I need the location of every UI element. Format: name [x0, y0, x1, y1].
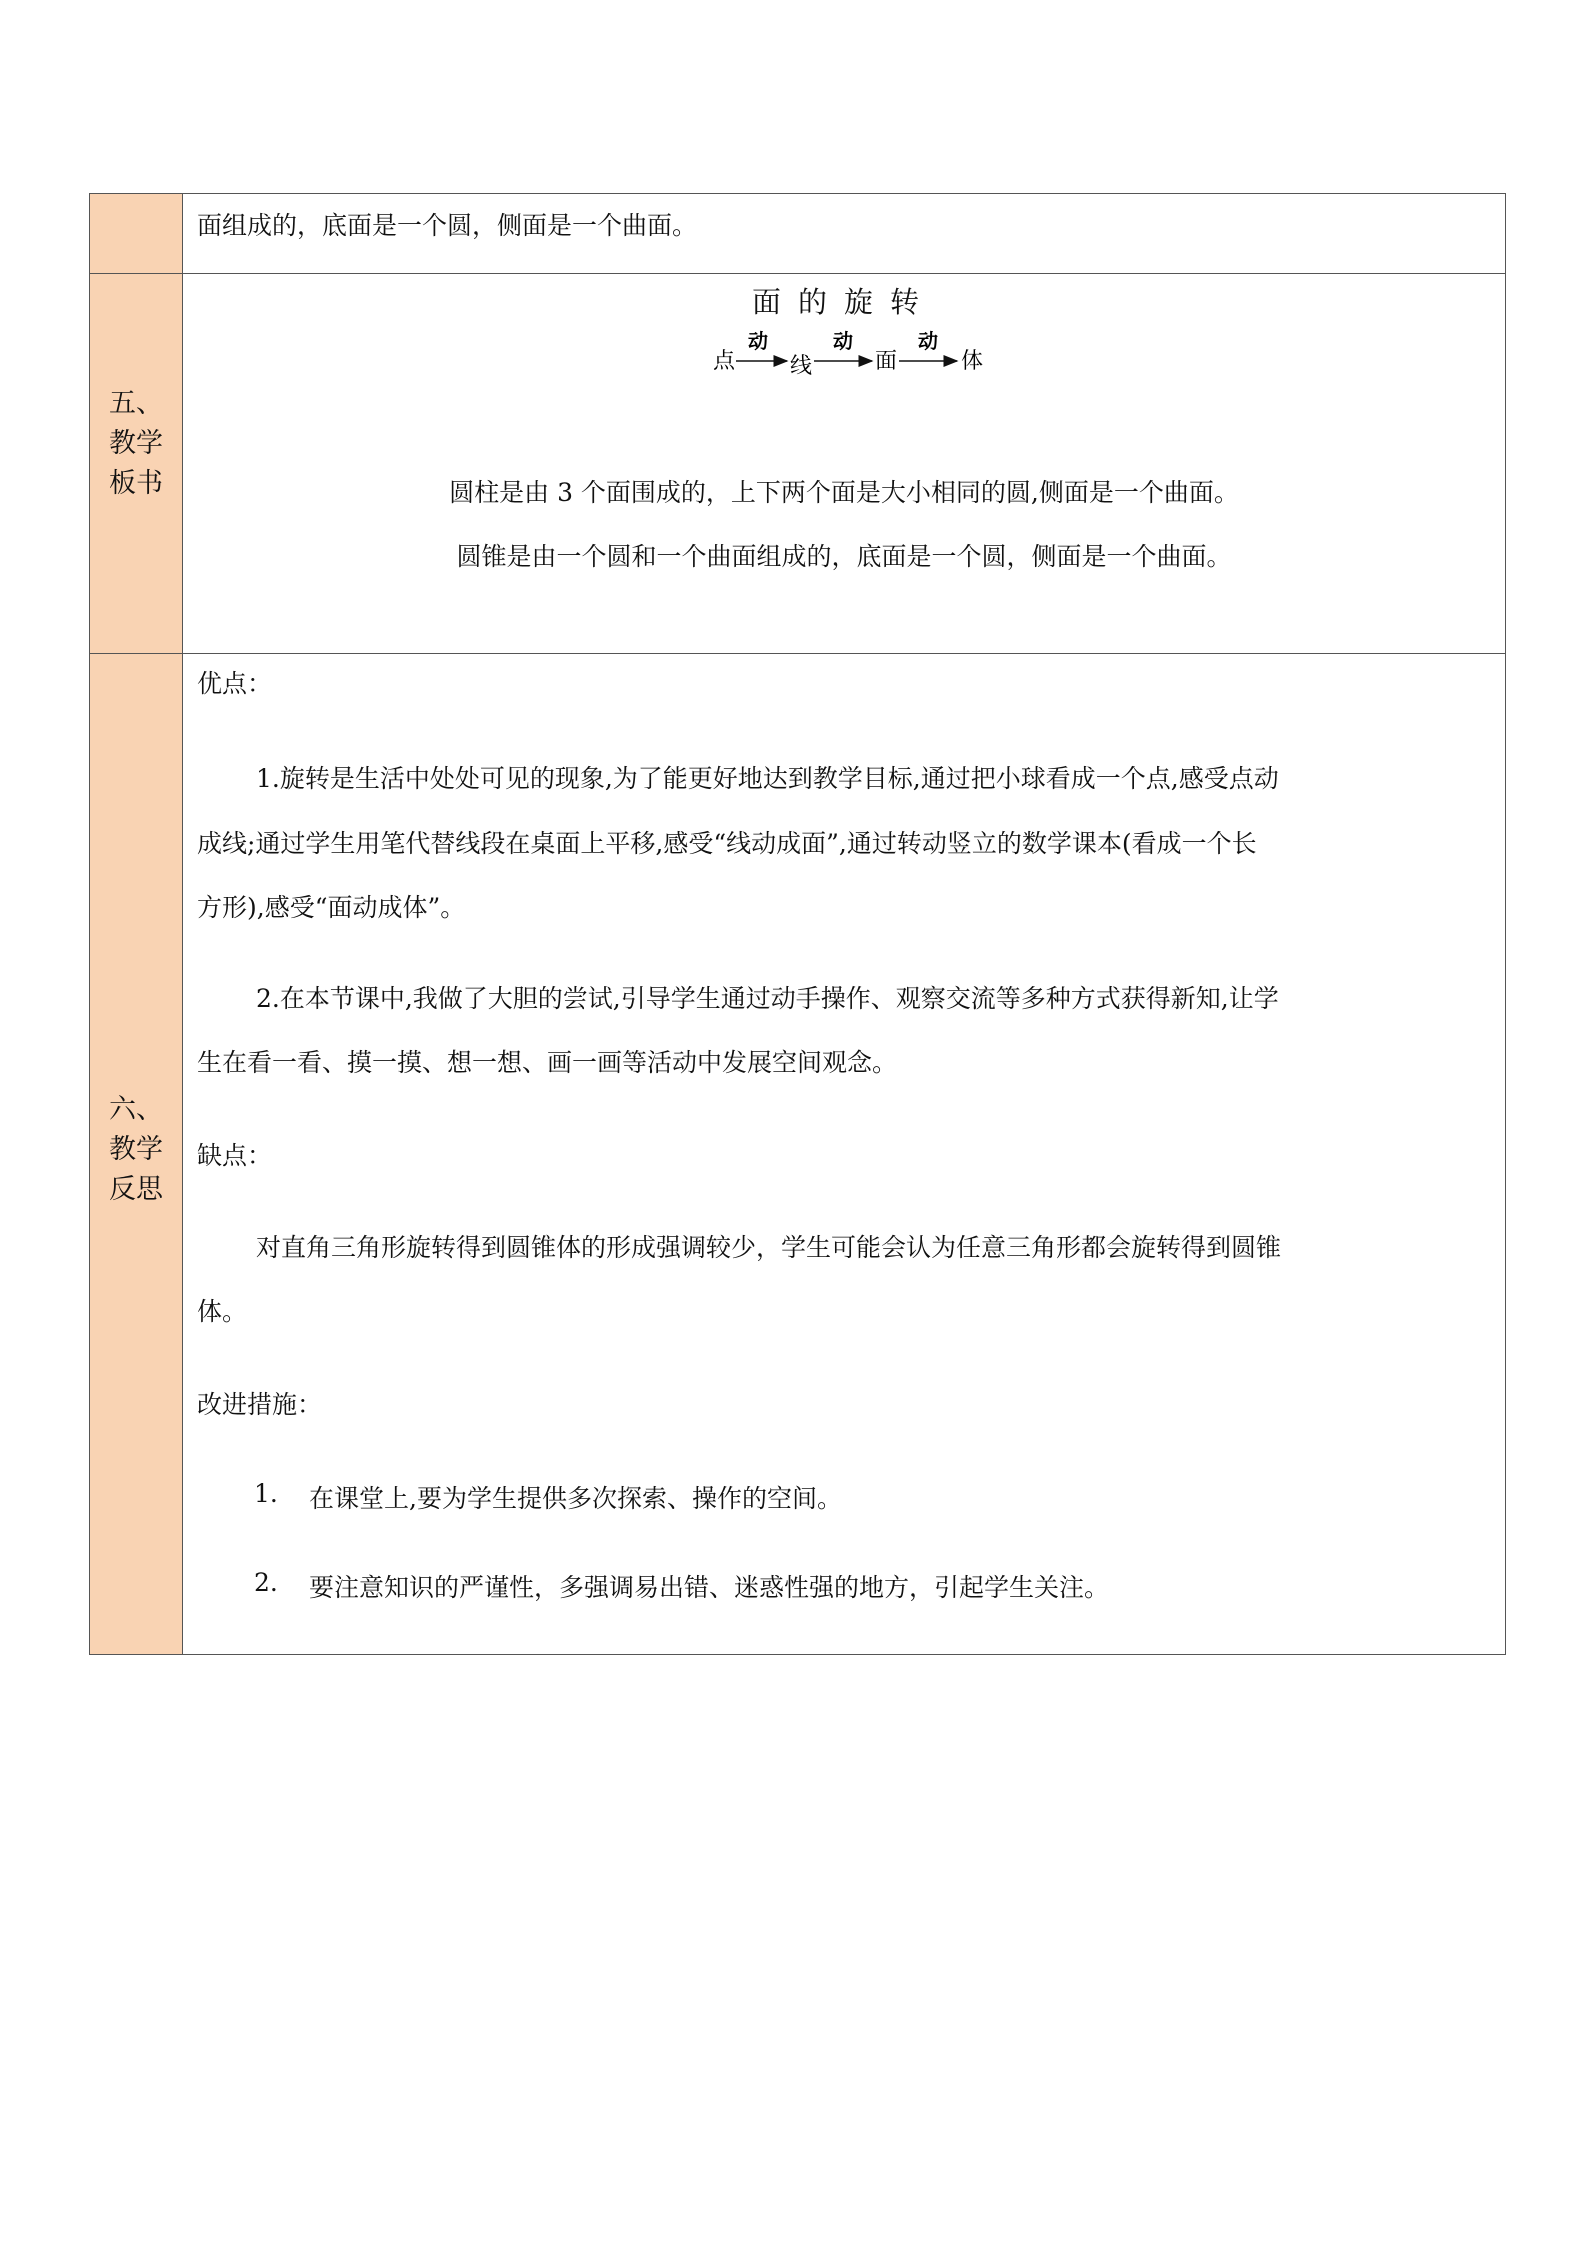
advantage-1-line-1: 1.旋转是生活中处处可见的现象,为了能更好地达到教学目标,通过把小球看成一个点,感受点动 — [256, 764, 1279, 793]
reflection-label-cell — [90, 654, 183, 1655]
advantage-1-line-2: 成线;通过学生用笔代替线段在桌面上平移,感受“线动成面”,通过转动竖立的数学课本(看成一个长 — [197, 829, 1257, 858]
board-label-cell — [90, 274, 183, 654]
reflection-content — [183, 654, 1505, 1654]
continuation-label-cell — [90, 194, 183, 274]
board-section-label — [100, 384, 172, 504]
board-content-cell — [183, 274, 1506, 654]
improvement-heading: 改进措施： — [197, 1390, 323, 1419]
improvement-1-text: 在课堂上,要为学生提供多次探索、操作的空间。 — [309, 1484, 842, 1513]
flow-diagram — [183, 328, 1505, 378]
reflection-row — [90, 654, 1506, 1655]
reflection-label-line-3: 反思 — [109, 1174, 163, 1205]
board-content — [183, 274, 1505, 653]
reflection-section-label — [100, 1090, 172, 1210]
board-line-cylinder: 圆柱是由 3 个面围成的，上下两个面是大小相同的圆,侧面是一个曲面。 — [449, 478, 1239, 507]
flow-node-solid: 体 — [961, 349, 984, 374]
flow-node-surface: 面 — [875, 349, 898, 374]
flow-arrow-label-2: 动 — [833, 329, 853, 353]
flow-diagram-svg — [183, 328, 1508, 378]
board-line-cone: 圆锥是由一个圆和一个曲面组成的，底面是一个圆，侧面是一个曲面。 — [456, 542, 1232, 571]
board-title: 面的旋转 — [751, 285, 936, 319]
continuation-text: 面组成的，底面是一个圆，侧面是一个曲面。 — [197, 211, 698, 240]
board-label-line-2: 教学 — [109, 428, 163, 459]
improvement-2-text: 要注意知识的严谨性，多强调易出错、迷惑性强的地方，引起学生关注。 — [309, 1573, 1110, 1602]
advantage-2-line-2: 生在看一看、摸一摸、想一想、画一画等活动中发展空间观念。 — [197, 1048, 898, 1077]
reflection-label-line-2: 教学 — [109, 1134, 163, 1165]
flow-arrow-label-1: 动 — [748, 329, 768, 353]
advantage-2-line-1: 2.在本节课中,我做了大胆的尝试,引导学生通过动手操作、观察交流等多种方式获得新知,让学 — [256, 984, 1279, 1013]
advantages-heading: 优点： — [197, 669, 273, 698]
continuation-content-cell — [183, 194, 1506, 274]
flow-node-line: 线 — [790, 354, 813, 378]
board-label-line-1: 五、 — [109, 388, 163, 419]
improvement-2-number: 2. — [254, 1568, 278, 1597]
improvement-1-number: 1. — [254, 1479, 278, 1508]
disadvantage-line-1: 对直角三角形旋转得到圆锥体的形成强调较少，学生可能会认为任意三角形都会旋转得到圆锥 — [256, 1233, 1282, 1262]
board-label-line-3: 板书 — [109, 468, 163, 499]
flow-arrow-label-3: 动 — [918, 329, 938, 353]
advantage-1-line-3: 方形),感受“面动成体”。 — [197, 893, 466, 922]
lesson-plan-table — [89, 193, 1506, 1655]
reflection-content-cell — [183, 654, 1506, 1655]
board-row — [90, 274, 1506, 654]
continuation-row — [90, 194, 1506, 274]
reflection-label-line-1: 六、 — [109, 1094, 163, 1125]
disadvantage-line-2: 体。 — [197, 1297, 248, 1326]
disadvantages-heading: 缺点： — [197, 1141, 273, 1170]
flow-node-point: 点 — [713, 349, 736, 374]
